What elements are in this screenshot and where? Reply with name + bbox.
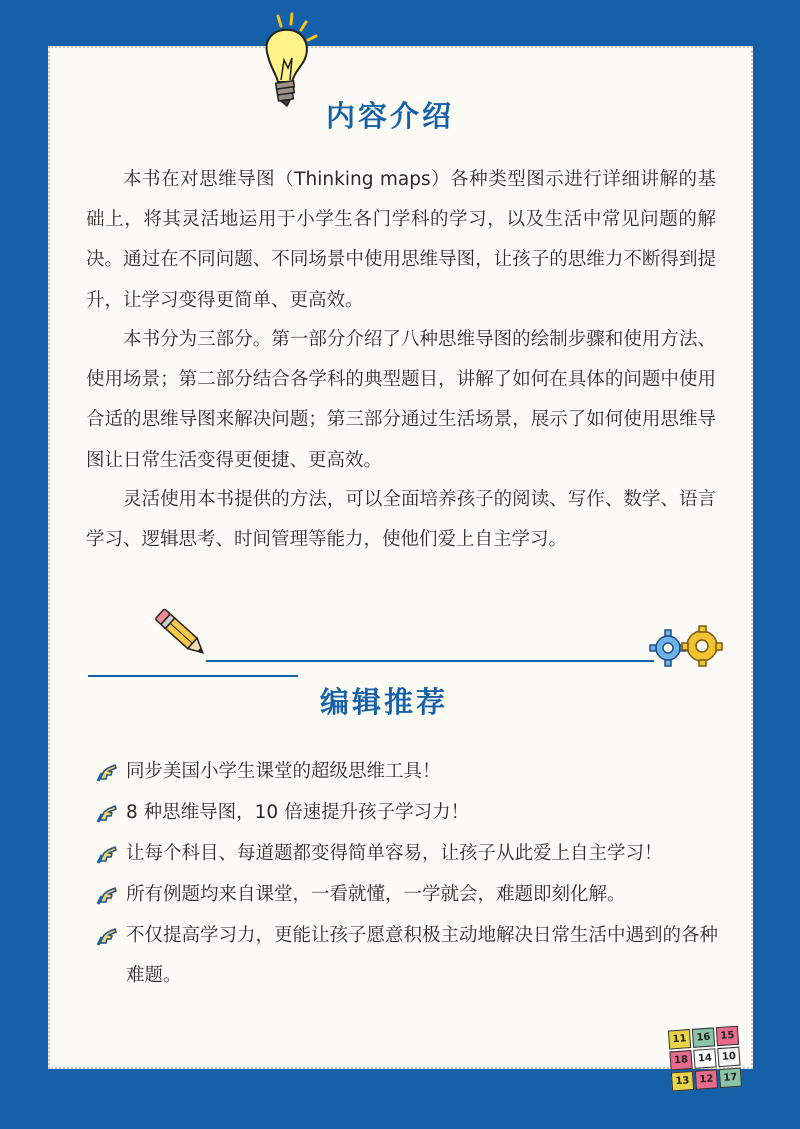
grid-cell: 16 — [692, 1027, 715, 1047]
divider-line-upper — [206, 660, 654, 662]
grid-cell: 11 — [668, 1029, 691, 1049]
grid-cell: 13 — [671, 1071, 694, 1091]
grid-cell: 12 — [695, 1069, 718, 1089]
list-item-text: 同步美国小学生课堂的超级思维工具！ — [126, 761, 441, 782]
recommend-title: 编辑推荐 — [320, 685, 449, 719]
gears-icon — [648, 624, 726, 670]
pointing-hand-icon — [96, 763, 118, 783]
pointing-hand-icon — [96, 886, 118, 906]
pencil-icon — [150, 603, 214, 665]
recommend-list — [96, 752, 736, 997]
intro-paragraph-3: 灵活使用本书提供的方法，可以全面培养孩子的阅读、写作、数学、语言学习、逻辑思考、时间管理等能力，使他们爱上自主学习。 — [86, 489, 716, 551]
intro-title: 内容介绍 — [326, 99, 455, 133]
list-item-text: 所有例题均来自课堂，一看就懂，一学就会，难题即刻化解。 — [126, 884, 626, 905]
grid-cell: 10 — [717, 1047, 740, 1067]
grid-cell: 15 — [716, 1026, 739, 1046]
list-item — [96, 916, 736, 996]
number-grid — [668, 1026, 744, 1093]
intro-paragraph-1: 本书在对思维导图（Thinking maps）各种类型图示进行详细讲解的基础上，将其灵活地运用于小学生各门学科的学习，以及生活中常见问题的解决。通过在不同问题、不同场景中使用思维导图，让孩子的思维力不断得到提升，让学习变得更简单、更高效。 — [86, 169, 716, 311]
pointing-hand-icon — [96, 927, 118, 947]
intro-paragraph-2: 本书分为三部分。第一部分介绍了八种思维导图的绘制步骤和使用方法、使用场景；第二部分结合各学科的典型题目，讲解了如何在具体的问题中使用合适的思维导图来解决问题；第三部分通过生活场景，展示了如何使用思维导图让日常生活变得更便捷、更高效。 — [86, 329, 716, 471]
list-item-text: 让每个科目、每道题都变得简单容易，让孩子从此爱上自主学习！ — [126, 843, 663, 864]
grid-cell: 18 — [669, 1050, 692, 1070]
list-item — [96, 834, 736, 874]
list-item — [96, 752, 736, 792]
list-item — [96, 875, 736, 915]
grid-cell: 14 — [693, 1048, 716, 1068]
divider-line-lower — [88, 675, 298, 677]
lightbulb-icon — [248, 8, 328, 113]
grid-cell: 17 — [719, 1068, 742, 1088]
list-item — [96, 793, 736, 833]
list-item-text: 8 种思维导图，10 倍速提升孩子学习力！ — [126, 802, 470, 823]
list-item-text: 不仅提高学习力，更能让孩子愿意积极主动地解决日常生活中遇到的各种难题。 — [126, 925, 719, 986]
pointing-hand-icon — [96, 804, 118, 824]
pointing-hand-icon — [96, 845, 118, 865]
